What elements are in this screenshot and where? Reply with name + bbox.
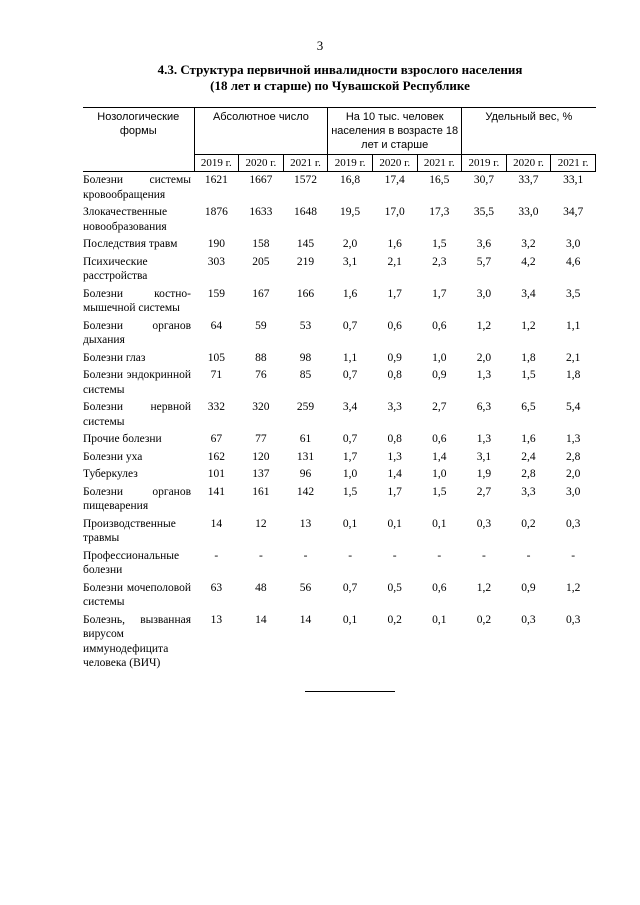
- table-cell: 17,0: [384, 206, 405, 218]
- table-cell: 0,1: [342, 517, 358, 530]
- table-cell: -: [437, 549, 442, 562]
- table-cell: 35,5: [473, 206, 494, 218]
- year-header: 2020 г.: [239, 155, 284, 172]
- table-cell: 161: [252, 485, 270, 498]
- table-cell: 0,6: [432, 581, 447, 594]
- table-cell: -: [258, 549, 263, 562]
- table-cell: 1,5: [432, 485, 447, 498]
- table-cell: 1,8: [521, 351, 536, 364]
- year-header: 2020 г.: [372, 155, 417, 172]
- table-cell: 1648: [294, 206, 317, 218]
- table-cell: 0,6: [387, 319, 402, 332]
- table-cell: 14: [299, 613, 312, 626]
- table-cell: 145: [296, 238, 315, 250]
- table-cell: 167: [252, 287, 270, 300]
- table-cell: 1,7: [342, 450, 358, 463]
- page-number: 3: [316, 38, 324, 53]
- table-row: [83, 172, 596, 205]
- table-cell: 1,0: [432, 351, 447, 364]
- nosology-name: Болезни органов дыхания: [83, 319, 192, 346]
- table-cell: 141: [207, 485, 225, 498]
- table-cell: 17,4: [384, 174, 405, 186]
- table-cell: -: [526, 549, 531, 562]
- table-cell: 3,0: [565, 238, 581, 250]
- table-body: [83, 172, 596, 673]
- table-cell: 1,6: [521, 433, 536, 445]
- table-cell: 0,7: [342, 319, 358, 332]
- table-cell: -: [481, 549, 486, 562]
- table-cell: -: [392, 549, 397, 562]
- table-row: [83, 367, 596, 399]
- nosology-name: Последствия травм: [83, 238, 178, 250]
- table-cell: 137: [252, 468, 270, 480]
- table-row: [83, 286, 596, 318]
- table-cell: 0,1: [432, 613, 447, 626]
- table-cell: 0,7: [342, 369, 358, 381]
- table-row: [83, 580, 596, 612]
- table-row: [83, 204, 596, 236]
- title-line-2: (18 лет и старше) по Чувашской Республике: [210, 78, 470, 93]
- table-cell: 3,4: [342, 401, 358, 413]
- table-cell: 33,7: [518, 174, 539, 186]
- year-header: 2021 г.: [283, 155, 328, 172]
- table-cell: 190: [207, 238, 225, 250]
- table-cell: 3,5: [565, 287, 581, 300]
- table-cell: 96: [299, 468, 312, 480]
- table-cell: 12: [255, 517, 267, 530]
- table-cell: -: [214, 549, 219, 562]
- table-cell: 1,3: [476, 369, 492, 381]
- table-cell: 53: [299, 319, 312, 332]
- table-cell: 162: [207, 450, 225, 463]
- table-cell: 0,7: [342, 581, 358, 594]
- year-header: 2019 г.: [462, 155, 507, 172]
- table-row: [83, 318, 596, 350]
- table-cell: 101: [207, 468, 225, 480]
- nosology-name: Болезни уха: [83, 450, 143, 463]
- table-cell: 4,2: [521, 255, 536, 268]
- table-cell: 3,1: [342, 255, 358, 268]
- table-cell: 1621: [204, 174, 228, 186]
- table-cell: 0,6: [432, 319, 447, 332]
- table-cell: 0,6: [432, 433, 447, 445]
- header-per-10k: На 10 тыс. человек населения в возрасте 18 лет и старше: [328, 108, 462, 155]
- table-cell: 0,9: [432, 369, 447, 381]
- table-row: [83, 431, 596, 449]
- table-cell: 2,1: [565, 351, 581, 364]
- table-cell: 17,3: [429, 206, 450, 218]
- year-header: 2020 г.: [506, 155, 551, 172]
- table-cell: 34,7: [563, 206, 584, 218]
- table-cell: 332: [207, 401, 225, 413]
- table-cell: 120: [252, 450, 270, 463]
- table-cell: -: [348, 549, 353, 562]
- table-cell: 1,5: [432, 238, 447, 250]
- table-cell: 1,7: [387, 485, 402, 498]
- table-cell: 3,4: [521, 287, 536, 300]
- year-header-row: [83, 155, 596, 172]
- table-cell: 0,9: [387, 351, 402, 364]
- table-cell: 2,1: [387, 255, 402, 268]
- table-cell: 1,0: [342, 468, 358, 480]
- table-cell: 2,0: [565, 468, 581, 480]
- table-row: [83, 612, 596, 673]
- table-cell: 33,1: [563, 174, 584, 186]
- table-cell: 105: [207, 351, 225, 364]
- table-cell: 1,3: [565, 433, 581, 445]
- table-cell: 1876: [204, 206, 228, 218]
- table-cell: 77: [255, 433, 267, 445]
- header-nosology: Нозологические формы: [83, 108, 194, 155]
- nosology-name: Болезни системы кровообращения: [83, 174, 192, 201]
- table-cell: 0,3: [476, 517, 492, 530]
- nosology-name: Болезни мочеполовой системы: [83, 581, 192, 608]
- table-cell: 48: [255, 581, 267, 594]
- table-cell: 1,5: [521, 369, 536, 381]
- table-cell: 30,7: [473, 174, 494, 186]
- nosology-name: Болезни эндокринной системы: [83, 369, 192, 396]
- table-cell: 3,0: [476, 287, 492, 300]
- table-cell: 1,6: [387, 238, 402, 250]
- table-cell: 2,0: [342, 238, 358, 250]
- table-cell: 2,7: [432, 401, 447, 413]
- table-cell: 0,8: [387, 433, 402, 445]
- table-cell: 303: [207, 255, 225, 268]
- table-cell: 1,2: [565, 581, 581, 594]
- table-cell: 3,3: [521, 485, 536, 498]
- nosology-name: Прочие болезни: [83, 433, 162, 445]
- table-cell: 88: [255, 351, 267, 364]
- table-cell: 2,7: [476, 485, 492, 498]
- table-cell: 64: [210, 319, 223, 332]
- table-cell: 3,2: [521, 238, 536, 250]
- table-cell: 1,3: [387, 450, 402, 463]
- table-row: [83, 236, 596, 254]
- table-cell: -: [303, 549, 308, 562]
- table-cell: 131: [296, 450, 315, 463]
- table-cell: 1572: [294, 174, 317, 186]
- table-cell: 0,1: [387, 517, 402, 530]
- table-cell: 1,0: [432, 468, 447, 480]
- table-cell: 2,0: [476, 351, 492, 364]
- table-cell: 0,1: [342, 613, 358, 626]
- nosology-name: Болезнь, вызванная вирусом иммунодефицита человека (ВИЧ): [83, 613, 192, 669]
- table-cell: 3,1: [476, 450, 492, 463]
- table-row: [83, 350, 596, 368]
- table-cell: 2,8: [565, 450, 581, 463]
- table-cell: 1,8: [565, 369, 581, 381]
- table-cell: 1,1: [565, 319, 581, 332]
- table-cell: 0,7: [342, 433, 358, 445]
- table-cell: 0,9: [521, 581, 536, 594]
- header-absolute: Абсолютное число: [194, 108, 328, 155]
- table-cell: 5,7: [476, 255, 492, 268]
- table-cell: 0,2: [476, 613, 492, 626]
- title-line-1: 4.3. Структура первичной инвалидности взрослого населения: [157, 62, 523, 77]
- table-cell: 1,4: [387, 468, 402, 480]
- table-cell: 59: [255, 319, 267, 332]
- table-cell: 13: [210, 613, 223, 626]
- year-header: 2021 г.: [551, 155, 596, 172]
- table-cell: 205: [252, 255, 270, 268]
- table-cell: 71: [210, 369, 223, 381]
- table-cell: 4,6: [565, 255, 581, 268]
- table-cell: 1667: [249, 174, 273, 186]
- year-header-empty: [83, 155, 194, 172]
- table-cell: -: [571, 549, 576, 562]
- table-row: [83, 516, 596, 548]
- table-cell: 166: [296, 287, 315, 300]
- table-cell: 1,3: [476, 433, 492, 445]
- table-cell: 1,5: [342, 485, 358, 498]
- table-cell: 3,6: [476, 238, 492, 250]
- table-cell: 6,5: [521, 401, 536, 413]
- table-cell: 67: [210, 433, 223, 445]
- table-cell: 2,3: [432, 255, 447, 268]
- table-cell: 6,3: [476, 401, 492, 413]
- header-row: [83, 108, 596, 155]
- table-cell: 1,9: [476, 468, 492, 480]
- table-cell: 33,0: [518, 206, 539, 218]
- table-cell: 0,3: [565, 517, 581, 530]
- table-row: [83, 548, 596, 580]
- table-cell: 1,7: [387, 287, 402, 300]
- table-cell: 3,3: [387, 401, 402, 413]
- table-cell: 16,5: [429, 174, 450, 186]
- table-cell: 98: [299, 351, 312, 364]
- table-cell: 19,5: [340, 206, 361, 218]
- nosology-name: Болезни глаз: [83, 351, 146, 364]
- table-cell: 13: [299, 517, 312, 530]
- table-cell: 159: [207, 287, 225, 300]
- table-cell: 219: [296, 255, 315, 268]
- end-divider: [305, 691, 395, 692]
- year-header: 2019 г.: [328, 155, 373, 172]
- table-cell: 320: [252, 401, 270, 413]
- table-cell: 0,3: [521, 613, 536, 626]
- table-cell: 259: [296, 401, 315, 413]
- nosology-name: Болезни костно-мышечной системы: [83, 287, 192, 314]
- table-cell: 85: [299, 369, 312, 381]
- table-cell: 76: [255, 369, 267, 381]
- table-cell: 3,0: [565, 485, 581, 498]
- nosology-name: Профессиональные болезни: [83, 549, 180, 576]
- table-cell: 0,1: [432, 517, 447, 530]
- table-cell: 0,5: [387, 581, 402, 594]
- table-cell: 1,2: [476, 581, 492, 594]
- table-cell: 1633: [249, 206, 273, 218]
- table-cell: 61: [299, 433, 312, 445]
- table-cell: 1,6: [342, 287, 358, 300]
- table-cell: 5,4: [565, 401, 581, 413]
- table-cell: 142: [296, 485, 315, 498]
- nosology-name: Болезни нервной системы: [83, 401, 192, 428]
- table-cell: 0,3: [565, 613, 581, 626]
- nosology-name: Туберкулез: [83, 468, 138, 480]
- disability-structure-table: [83, 107, 596, 673]
- table-row: [83, 254, 596, 286]
- nosology-name: Злокачественные новообразования: [83, 206, 168, 233]
- header-share: Удельный вес, %: [462, 108, 596, 155]
- table-cell: 1,2: [521, 319, 536, 332]
- table-row: [83, 484, 596, 516]
- table-cell: 1,4: [432, 450, 447, 463]
- table-cell: 16,8: [340, 174, 361, 186]
- table-row: [83, 466, 596, 484]
- table-row: [83, 449, 596, 467]
- table-cell: 14: [210, 517, 223, 530]
- table-cell: 158: [252, 238, 270, 250]
- table-cell: 1,2: [476, 319, 492, 332]
- table-cell: 1,1: [342, 351, 358, 364]
- table-cell: 2,8: [521, 468, 536, 480]
- document-title: [120, 62, 560, 94]
- table-cell: 56: [299, 581, 312, 594]
- table-cell: 2,4: [521, 450, 536, 463]
- table-cell: 14: [255, 613, 267, 626]
- year-header: 2021 г.: [417, 155, 462, 172]
- table-row: [83, 399, 596, 431]
- table-cell: 1,7: [432, 287, 447, 300]
- table-cell: 0,8: [387, 369, 402, 381]
- table-cell: 0,2: [387, 613, 402, 626]
- year-header: 2019 г.: [194, 155, 239, 172]
- nosology-name: Психические расстройства: [83, 255, 148, 282]
- nosology-name: Болезни органов пищеварения: [83, 485, 192, 512]
- table-cell: 0,2: [521, 517, 536, 530]
- table-cell: 63: [210, 581, 223, 594]
- nosology-name: Производственные травмы: [83, 517, 176, 544]
